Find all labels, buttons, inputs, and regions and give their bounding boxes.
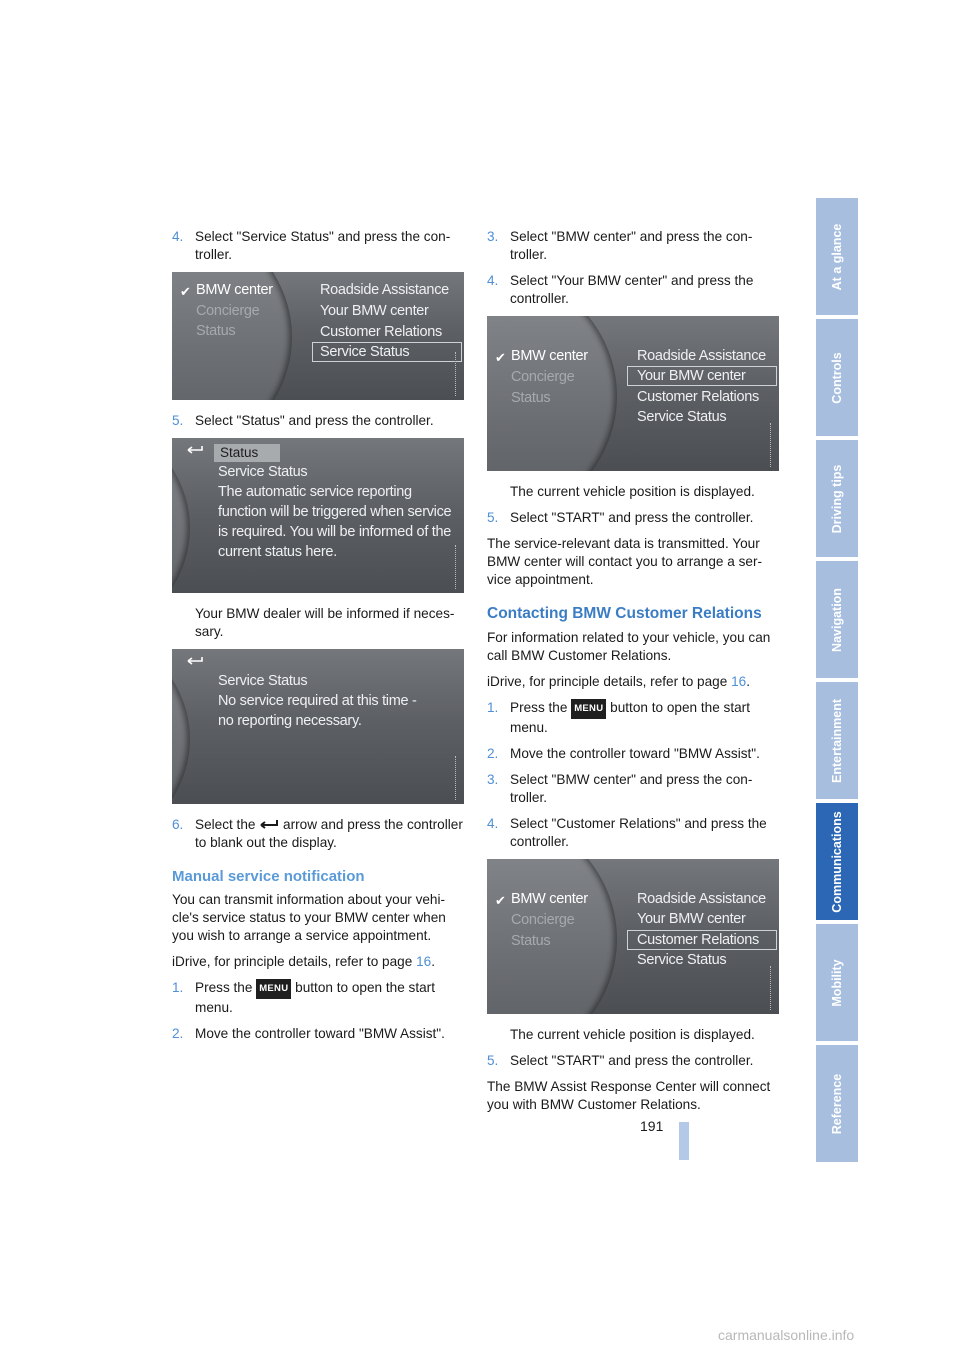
back-arrow-icon bbox=[186, 444, 204, 456]
step-item bbox=[487, 509, 779, 527]
back-arrow-icon bbox=[186, 655, 204, 667]
step-number: 4. bbox=[172, 229, 184, 244]
step-text: Select "Customer Relations" and press the controller. bbox=[510, 816, 767, 849]
menu-right-item: Service Status bbox=[637, 409, 727, 425]
sidebar-tab-driving-tips[interactable] bbox=[816, 440, 858, 557]
sidebar-tab-label: Controls bbox=[830, 351, 844, 404]
menu-right-item: Service Status bbox=[637, 952, 727, 968]
step-number: 2. bbox=[172, 1026, 184, 1041]
screen-text-line: no reporting necessary. bbox=[218, 713, 362, 729]
sidebar-tab-label: Entertainment bbox=[830, 698, 844, 783]
image-code-mark bbox=[455, 756, 462, 800]
back-arrow-icon bbox=[259, 818, 279, 831]
menu-right-item: Roadside Assistance bbox=[637, 348, 766, 364]
menu-right-item: Your BMW center bbox=[320, 303, 429, 319]
image-code-mark bbox=[770, 423, 777, 467]
image-code-mark bbox=[455, 545, 462, 589]
step-item bbox=[172, 228, 464, 264]
check-icon: ✔ bbox=[495, 893, 506, 908]
menu-left-item: Concierge bbox=[196, 303, 260, 319]
step-number: 1. bbox=[487, 700, 499, 715]
menu-left-item: Concierge bbox=[511, 369, 575, 385]
section-heading-manual: Manual service notification bbox=[172, 868, 365, 885]
screen-text-line: is required. You will be informed of the bbox=[218, 524, 452, 540]
step-item bbox=[487, 745, 779, 763]
reference-text: . bbox=[431, 954, 435, 969]
page-marker-bar bbox=[679, 1122, 689, 1160]
sidebar-tab-label: At a glance bbox=[830, 223, 844, 290]
step-item bbox=[172, 412, 464, 430]
step-text: Move the controller toward "BMW Assist". bbox=[510, 746, 760, 761]
step-text: Select the bbox=[195, 817, 256, 832]
step-item bbox=[487, 699, 779, 737]
position-note: The current vehicle position is displayed. bbox=[510, 484, 755, 499]
menu-right-item: Your BMW center bbox=[637, 368, 746, 384]
right-column bbox=[487, 228, 779, 1122]
check-icon: ✔ bbox=[180, 284, 191, 299]
menu-left-item: BMW center bbox=[511, 348, 588, 364]
page-link[interactable]: 16 bbox=[416, 954, 432, 969]
step-number: 6. bbox=[172, 817, 184, 832]
step-number: 5. bbox=[487, 510, 499, 525]
step-text: button to open the start menu. bbox=[510, 700, 750, 735]
step-number: 1. bbox=[172, 980, 184, 995]
step-text: Press the bbox=[510, 700, 568, 715]
step-text: Select "BMW center" and press the con-troller. bbox=[510, 229, 753, 262]
manual-paragraph: You can transmit information about your vehi-cle's service status to your BMW center when you wish to arrange a service appointment. bbox=[172, 892, 446, 943]
step-item bbox=[172, 816, 464, 852]
sidebar-tab-label: Reference bbox=[830, 1073, 844, 1134]
sidebar-tab-entertainment[interactable] bbox=[816, 682, 858, 799]
step-text: arrow and press the controller to blank out the display. bbox=[195, 817, 463, 850]
step-number: 2. bbox=[487, 746, 499, 761]
final-paragraph: The BMW Assist Response Center will connect you with BMW Customer Relations. bbox=[487, 1079, 771, 1112]
sidebar-tab-mobility[interactable] bbox=[816, 924, 858, 1041]
menu-left-item: BMW center bbox=[196, 282, 273, 298]
menu-button-icon: MENU bbox=[571, 699, 606, 719]
position-note: The current vehicle position is displayed. bbox=[510, 1027, 755, 1042]
idrive-reference bbox=[487, 673, 779, 691]
screen-text-line: Service Status bbox=[218, 464, 308, 480]
step-number: 4. bbox=[487, 273, 499, 288]
step-number: 3. bbox=[487, 772, 499, 787]
menu-arc bbox=[487, 859, 617, 1014]
reference-text: iDrive, for principle details, refer to page bbox=[172, 954, 413, 969]
step-number: 5. bbox=[487, 1053, 499, 1068]
menu-right-item: Service Status bbox=[320, 344, 410, 360]
menu-left-item: Status bbox=[196, 323, 236, 339]
menu-arc bbox=[172, 649, 190, 804]
page-link[interactable]: 16 bbox=[731, 674, 747, 689]
chapter-sidebar bbox=[816, 198, 858, 1166]
watermark: carmanualsonline.info bbox=[718, 1327, 855, 1343]
reference-text: iDrive, for principle details, refer to page bbox=[487, 674, 728, 689]
menu-right-item: Roadside Assistance bbox=[637, 891, 766, 907]
step-item bbox=[487, 771, 779, 807]
step-text: Select "Service Status" and press the con-troller. bbox=[195, 229, 451, 262]
contact-paragraph: For information related to your vehicle, you can call BMW Customer Relations. bbox=[487, 630, 771, 663]
sidebar-tab-label: Communications bbox=[830, 810, 844, 913]
step-item bbox=[172, 1025, 464, 1043]
step-text: Select "START" and press the controller. bbox=[510, 510, 754, 525]
idrive-screen-customer-relations bbox=[487, 859, 779, 1014]
screen-text-line: The automatic service reporting bbox=[218, 484, 412, 500]
dealer-note: Your BMW dealer will be informed if neces-sary. bbox=[195, 606, 455, 639]
menu-right-item: Customer Relations bbox=[637, 389, 759, 405]
status-tab: Status bbox=[214, 444, 280, 462]
menu-left-item: Status bbox=[511, 390, 551, 406]
step-text: Select "Your BMW center" and press the controller. bbox=[510, 273, 754, 306]
step-item bbox=[172, 979, 464, 1017]
step-item bbox=[487, 815, 779, 851]
check-icon: ✔ bbox=[495, 350, 506, 365]
step-item bbox=[487, 272, 779, 308]
sidebar-tab-label: Navigation bbox=[830, 587, 844, 652]
menu-right-item: Customer Relations bbox=[637, 932, 759, 948]
step-number: 3. bbox=[487, 229, 499, 244]
idrive-screen-service-status bbox=[172, 272, 464, 400]
step-number: 5. bbox=[172, 413, 184, 428]
image-code-mark bbox=[770, 966, 777, 1010]
step-number: 4. bbox=[487, 816, 499, 831]
screen-text-line: current status here. bbox=[218, 544, 337, 560]
page-number: 191 bbox=[640, 1118, 664, 1134]
sidebar-tab-communications[interactable] bbox=[816, 803, 858, 920]
idrive-screen-status-info bbox=[172, 438, 464, 593]
left-column bbox=[172, 228, 464, 1051]
idrive-screen-your-bmw-center bbox=[487, 316, 779, 471]
reference-text: . bbox=[746, 674, 750, 689]
menu-left-item: Status bbox=[511, 933, 551, 949]
step-text: button to open the start menu. bbox=[195, 980, 435, 1015]
step-text: Move the controller toward "BMW Assist". bbox=[195, 1026, 445, 1041]
step-text: Select "Status" and press the controller. bbox=[195, 413, 434, 428]
section-heading-contact: Contacting BMW Customer Relations bbox=[487, 605, 762, 622]
transmit-paragraph: The service-relevant data is transmitted. Your BMW center will contact you to arrange a ser-vice appointment. bbox=[487, 536, 763, 587]
step-item bbox=[487, 228, 779, 264]
step-item bbox=[487, 1052, 779, 1070]
sidebar-tab-reference[interactable] bbox=[816, 1045, 858, 1162]
idrive-reference bbox=[172, 953, 464, 971]
sidebar-tab-at-a-glance[interactable] bbox=[816, 198, 858, 315]
sidebar-tab-label: Driving tips bbox=[830, 464, 844, 533]
menu-arc bbox=[172, 438, 190, 593]
screen-text-line: No service required at this time - bbox=[218, 693, 417, 709]
menu-left-item: Concierge bbox=[511, 912, 575, 928]
idrive-screen-no-service bbox=[172, 649, 464, 804]
menu-left-item: BMW center bbox=[511, 891, 588, 907]
step-text: Select "START" and press the controller. bbox=[510, 1053, 754, 1068]
sidebar-tab-navigation[interactable] bbox=[816, 561, 858, 678]
menu-right-item: Your BMW center bbox=[637, 911, 746, 927]
step-text: Select "BMW center" and press the con-troller. bbox=[510, 772, 753, 805]
image-code-mark bbox=[455, 352, 462, 396]
sidebar-tab-controls[interactable] bbox=[816, 319, 858, 436]
step-text: Press the bbox=[195, 980, 253, 995]
screen-text-line: function will be triggered when service bbox=[218, 504, 452, 520]
menu-right-item: Customer Relations bbox=[320, 324, 442, 340]
menu-arc bbox=[487, 316, 617, 471]
menu-button-icon: MENU bbox=[256, 979, 291, 999]
sidebar-tab-label: Mobility bbox=[830, 958, 844, 1007]
screen-text-line: Service Status bbox=[218, 673, 308, 689]
menu-right-item: Roadside Assistance bbox=[320, 282, 449, 298]
